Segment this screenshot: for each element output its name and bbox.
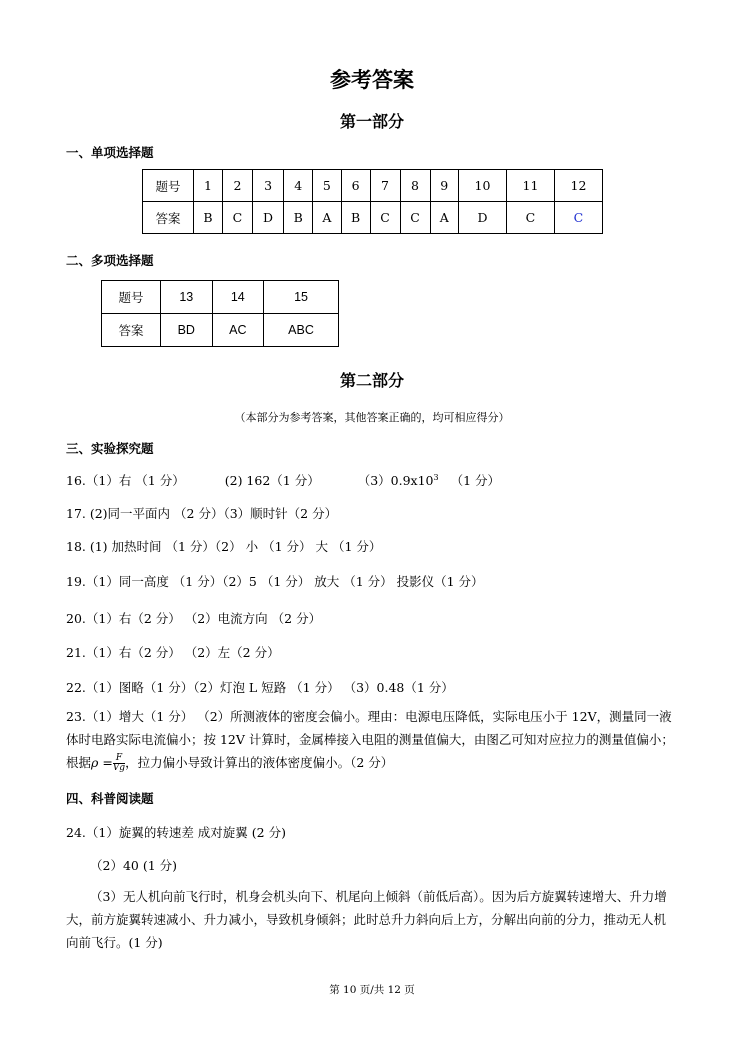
section-experiment-heading: 三、实验探究题 xyxy=(66,441,154,456)
answer-19: 19.（1）同一高度 （1 分）（2）5 （1 分） 放大 （1 分） 投影仪（1 分） xyxy=(66,574,484,589)
answer-16-exponent: 3 xyxy=(433,472,439,482)
answer-16-score: （1 分） xyxy=(450,473,501,488)
table-row xyxy=(143,170,603,202)
section-reading-heading: 四、科普阅读题 xyxy=(66,791,154,806)
answer-24-2: （2）40 (1 分) xyxy=(90,858,178,873)
row-label: 答案 xyxy=(102,314,161,347)
answer-24-1: 24.（1）旋翼的转速差 成对旋翼 (2 分) xyxy=(66,825,286,840)
answer-23-text: 23.（1）增大（1 分） （2）所测液体的密度会偏小。理由：电源电压降低，实际电压小于 12V，测量同一液体时电路实际电流偏小；按 12V 计算时，金属棒接入电阻的测量值偏大，由图乙可知对应拉力的测量值偏小；根据 xyxy=(66,709,674,770)
table-cell: 8 xyxy=(400,170,430,202)
answer-16 xyxy=(66,471,500,489)
table-cell: 14 xyxy=(212,281,264,314)
part-two-heading: 第二部分 xyxy=(339,371,404,390)
table-cell: ABC xyxy=(264,314,339,347)
rho-symbol: ρ = xyxy=(91,755,113,770)
table-cell: 2 xyxy=(222,170,252,202)
page-title: 参考答案 xyxy=(330,67,414,92)
answer-23 xyxy=(66,705,678,774)
table-cell: C xyxy=(222,202,252,234)
table-cell: C xyxy=(554,202,602,234)
table-cell: C xyxy=(506,202,554,234)
table-cell: 7 xyxy=(370,170,400,202)
table-cell: A xyxy=(430,202,458,234)
part-one-heading: 第一部分 xyxy=(339,112,404,131)
answer-20: 20.（1）右（2 分） （2）电流方向 （2 分） xyxy=(66,611,322,626)
table-cell: A xyxy=(313,202,341,234)
table-row xyxy=(143,202,603,234)
answer-18: 18. (1) 加热时间 （1 分）（2） 小 （1 分） 大 （1 分） xyxy=(66,539,382,554)
fraction-denominator: Vg xyxy=(112,763,126,773)
table-cell: B xyxy=(284,202,313,234)
table-cell: 6 xyxy=(341,170,370,202)
table-cell: 9 xyxy=(430,170,458,202)
table-cell: 5 xyxy=(313,170,341,202)
section-multi-choice-heading: 二、多项选择题 xyxy=(66,253,154,268)
table-cell: 1 xyxy=(194,170,223,202)
answer-16-part2: (2) 162（1 分） xyxy=(224,473,320,488)
table-row xyxy=(102,281,339,314)
table-cell: D xyxy=(459,202,507,234)
single-choice-table xyxy=(142,169,603,234)
row-label: 题号 xyxy=(143,170,194,202)
table-cell: 11 xyxy=(506,170,554,202)
table-row xyxy=(102,314,339,347)
page-footer: 第 10 页/共 12 页 xyxy=(329,984,415,996)
answer-21: 21.（1）右（2 分） （2）左（2 分） xyxy=(66,645,280,660)
table-cell: AC xyxy=(212,314,264,347)
table-cell: 13 xyxy=(161,281,213,314)
multi-choice-table xyxy=(101,280,339,347)
table-cell: C xyxy=(370,202,400,234)
table-cell: 10 xyxy=(459,170,507,202)
answer-22: 22.（1）图略（1 分）（2）灯泡 L 短路 （1 分） （3）0.48（1 分） xyxy=(66,680,454,695)
table-cell: 4 xyxy=(284,170,313,202)
table-cell: 15 xyxy=(264,281,339,314)
answer-16-part3: （3）0.9x10 xyxy=(357,473,434,488)
table-cell: 3 xyxy=(252,170,283,202)
fraction-numerator: F xyxy=(115,753,123,763)
answer-23-conclusion: ，拉力偏小导致计算出的液体密度偏小。（2 分） xyxy=(125,755,394,770)
table-cell: BD xyxy=(161,314,213,347)
table-cell: D xyxy=(252,202,283,234)
answer-16-part1: 16.（1）右 （1 分） xyxy=(66,473,185,488)
table-cell: B xyxy=(194,202,223,234)
density-fraction xyxy=(113,754,125,773)
table-cell: B xyxy=(341,202,370,234)
answer-24-3: （3）无人机向前飞行时，机身会机头向下、机尾向上倾斜（前低后高）。因为后方旋翼转速增大、升力增大，前方旋翼转速减小、升力减小，导致机身倾斜；此时总升力斜向后上方，分解出向前的分力，推动无人机向前飞行。(1 分) xyxy=(66,889,667,950)
scoring-note: （本部分为参考答案，其他答案正确的，均可相应得分） xyxy=(234,411,510,424)
answer-17: 17. (2)同一平面内 （2 分）（3）顺时针（2 分） xyxy=(66,506,338,521)
table-cell: C xyxy=(400,202,430,234)
row-label: 题号 xyxy=(102,281,161,314)
table-cell: 12 xyxy=(554,170,602,202)
row-label: 答案 xyxy=(143,202,194,234)
section-single-choice-heading: 一、单项选择题 xyxy=(66,145,154,160)
